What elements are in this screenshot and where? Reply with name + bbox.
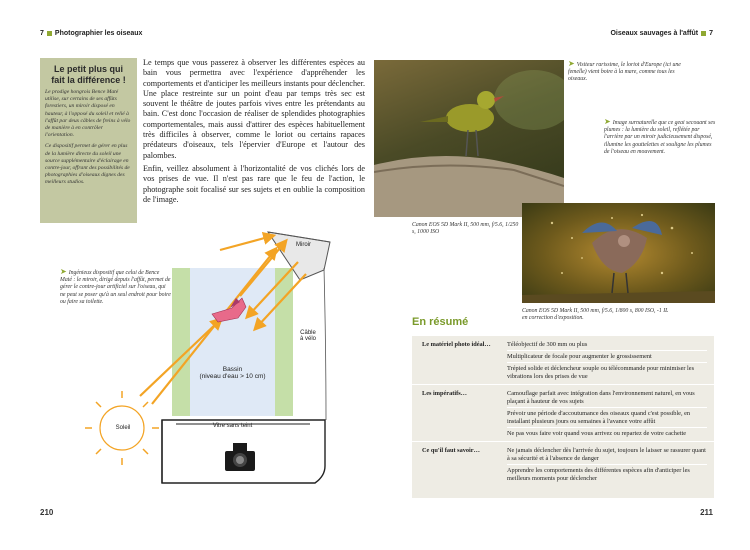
- jay-bird-icon: [582, 221, 662, 293]
- right-page-number: 211: [700, 508, 713, 517]
- summary-label-equipment: Le matériel photo idéal…: [422, 341, 491, 348]
- summary-item: Trépied solide et déclencheur souple ou télécommande pour minimiser les vibrations lors des prises de vue: [507, 365, 695, 380]
- tip-paragraph-1: Le prodige hongrois Bence Maté utilise, sur certains de ses affûts forestiers, un miroir disposé en hauteur, à l'opposé du soleil et relié à l'affût par deux câbles de freins à vélo de manière à en contrôler l'orientation.: [45, 89, 131, 139]
- tip-paragraph-2: Ce dispositif permet de gérer en plus de la lumière directe du soleil une source supplémentaire d'éclairage en contre-jour, offrant des possibilités de photographies d'oiseaux dignes des meilleurs studios.: [45, 143, 130, 186]
- summary-divider: [412, 441, 714, 442]
- summary-divider: [412, 384, 714, 385]
- jay-exif-line-1: Canon EOS 5D Mark II, 500 mm, f/5.6, 1/800 s, 800 ISO, -1 IL: [522, 308, 669, 314]
- tip-box: [40, 58, 137, 223]
- summary-item: Téléobjectif de 300 mm ou plus: [507, 341, 588, 348]
- header-square-icon: [701, 31, 706, 36]
- main-paragraph-2: Enfin, veillez absolument à l'horizontalité de vos clichés lors de vos prises de vue. Il n'est pas rare que le feu de l'action, le photographe soit focalisé sur ses sujets et en oublie la composition de l'image.: [143, 163, 365, 204]
- jay-exif: [522, 308, 717, 322]
- cable-label-line-2: à vélo: [300, 336, 317, 342]
- left-header-title: Photographier les oiseaux: [54, 30, 143, 37]
- tip-title-line-1: Le petit plus qui: [54, 64, 123, 74]
- summary-item: Ne pas vous faire voir quand vous arrivez ou repartez de votre cachette: [507, 430, 687, 437]
- sun-label: Soleil: [115, 425, 131, 431]
- caption-arrow-icon: ➤: [60, 267, 67, 276]
- summary-label-know: Ce qu'il faut savoir…: [422, 447, 480, 454]
- mirror-label: Miroir: [296, 242, 311, 248]
- right-page-header: [610, 30, 713, 37]
- summary-title: En résumé: [412, 316, 469, 328]
- jay-caption: [604, 118, 716, 156]
- header-square-icon: [47, 31, 52, 36]
- left-wall: [172, 268, 190, 416]
- oriole-photo: [374, 60, 564, 217]
- tip-title: [45, 64, 132, 86]
- left-page-number: 210: [40, 508, 54, 517]
- diagram-caption-text: Ingénieux dispositif que celui de Bence Maté : le miroir, dirigé depuis l'affût, permet de gérer le contre-jour artificiel sur l'oiseau, qui ne peut se poser qu'à un seul endroit pour boire ou faire sa toilette.: [60, 270, 171, 305]
- caption-arrow-icon: ➤: [568, 59, 575, 68]
- basin-label-line-2: (niveau d'eau > 10 cm): [199, 373, 266, 380]
- summary-table: [412, 336, 714, 498]
- summary-item: Ne jamais déclencher dès l'arrivée du sujet, toujours le laisser se rassurer quant à sa sécurité et à l'absence de danger: [507, 447, 706, 462]
- basin-label: [190, 366, 275, 380]
- caption-arrow-icon: ➤: [604, 117, 611, 126]
- basin-label-line-1: Bassin: [222, 366, 243, 373]
- oriole-caption: [568, 60, 686, 84]
- tip-title-line-2: fait la différence !: [51, 75, 126, 85]
- summary-item: Camouflage parfait avec intégration dans l'environnement naturel, en vous plaçant à hauteur de vos sujets: [507, 390, 695, 405]
- glass-label: Vitre sans teint: [212, 423, 253, 429]
- main-text: [143, 58, 365, 208]
- summary-label-imperatives: Les impératifs…: [422, 390, 467, 397]
- oriole-exif: Canon EOS 5D Mark II, 500 mm, f/5.6, 1/250 s, 1000 ISO: [412, 222, 519, 236]
- summary-item: Apprendre les comportements des différentes espèces afin d'anticiper les meilleurs moments pour déclencher: [507, 467, 690, 482]
- summary-item: Multiplicateur de focale pour augmenter le grossissement: [507, 353, 652, 360]
- jay-photo: [522, 203, 715, 303]
- camera-icon: [225, 443, 255, 471]
- cable-label: [300, 330, 316, 342]
- right-header-title: Oiseaux sauvages à l'affût: [610, 30, 699, 37]
- mirror-setup-diagram: [80, 228, 350, 498]
- oriole-caption-text: Visiteur rarissime, le loriot d'Europe (ici une femelle) vient boire à la mare, comme tous les oiseaux.: [568, 62, 681, 83]
- oriole-bird-icon: [420, 91, 504, 156]
- left-page-header: [40, 30, 142, 37]
- main-paragraph-1: Le temps que vous passerez à observer les différentes espèces au bain vous permettra avec l'expérience d'appréhender les comportements et d'anticiper les meilleurs instants pour déclencher. Une place restreinte sur un point d'eau par temps très sec est souvent le théâtre de joutes parfois vives entre les prétendants au bain. C'est donc l'occasion de réaliser de splendides photographies comportementales, mais aussi d'attirer des espèces habituellement très difficiles à observer, comme le loriot ou certains rapaces prédateurs d'oiseaux, tels l'épervier d'Europe et l'autour des palombes.: [143, 58, 365, 160]
- jay-caption-text: Image surnaturelle que ce geai secouant ses plumes : la lumière du soleil, reflétée par l'arrière par un miroir judicieusement disposé, illumine les gouttelettes et souligne les plumes de l'oiseau en mouvement.: [604, 120, 716, 155]
- cable-label-line-1: Câble: [300, 330, 316, 336]
- jay-exif-line-2: en correction d'exposition.: [522, 315, 584, 322]
- bike-cable: [324, 268, 326, 420]
- summary-item: Prévoir une période d'accoutumance des oiseaux quand c'est possible, en installant plusieurs jours ou semaines à l'avance votre affût: [507, 410, 691, 425]
- right-header-chapter-number: 7: [709, 30, 713, 37]
- left-header-chapter-number: 7: [40, 30, 44, 37]
